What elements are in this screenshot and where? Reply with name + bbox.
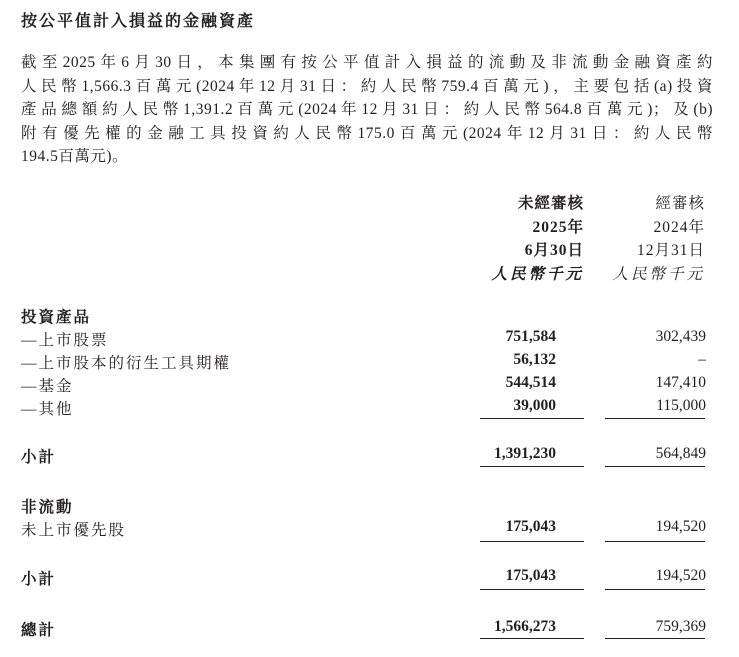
audit-status: 未經審核 — [517, 195, 584, 212]
subtotal-rule — [480, 541, 584, 542]
value-current: 175,043 — [505, 518, 556, 535]
row-label: —其他 — [21, 401, 74, 418]
description-paragraph — [21, 51, 713, 169]
column-unit: 人民幣千元 — [612, 265, 705, 283]
value-prior: 564,849 — [655, 445, 706, 462]
subtotal-rule — [480, 466, 584, 467]
table-row — [21, 518, 711, 541]
value-current: 39,000 — [513, 397, 556, 414]
subtotal-rule — [605, 589, 705, 590]
row-label: 小計 — [21, 571, 57, 588]
table-row — [21, 374, 711, 397]
row-label: —上市股票 — [21, 332, 109, 349]
section-title: 非流動 — [21, 499, 74, 516]
row-label: —基金 — [21, 378, 74, 395]
value-current: 1,566,273 — [494, 618, 556, 635]
total-rule — [480, 638, 584, 639]
column-date: 12月31日 — [636, 242, 705, 259]
section-heading: 按公平值計入損益的金融資產 — [21, 13, 256, 30]
paragraph-line: 194.5百萬元)。 — [21, 148, 129, 165]
value-prior: – — [698, 351, 706, 368]
table-row — [21, 328, 711, 351]
paragraph-line: 人民幣1,566.3百萬元(2024年12月31日：約人民幣759.4百萬元)，主要包括(a)投資 — [21, 77, 713, 95]
section-title-row — [21, 305, 711, 328]
subtotal-rule — [605, 541, 705, 542]
audit-status: 經審核 — [655, 195, 705, 212]
row-label: 未上市優先股 — [21, 522, 127, 539]
subtotal-rule — [480, 418, 584, 419]
table-row — [21, 397, 711, 420]
value-current: 751,584 — [505, 328, 556, 345]
total-rule — [605, 638, 705, 639]
column-header-current — [491, 192, 584, 286]
column-date: 6月30日 — [524, 242, 584, 259]
value-prior: 147,410 — [655, 374, 706, 391]
column-year: 2024年 — [653, 218, 705, 236]
subtotal-row — [21, 445, 711, 468]
subtotal-row — [21, 567, 711, 590]
row-label: 小計 — [21, 449, 57, 466]
row-label: —上市股本的衍生工具期權 — [21, 355, 232, 372]
paragraph-line: 截至2025年6月30日，本集團有按公平值計入損益的流動及非流動金融資產約 — [21, 54, 713, 71]
value-prior: 115,000 — [656, 397, 706, 414]
section-title-row — [21, 495, 711, 518]
value-current: 544,514 — [505, 374, 556, 391]
row-label: 總計 — [21, 622, 57, 639]
value-prior: 302,439 — [655, 328, 706, 345]
subtotal-rule — [480, 589, 584, 590]
paragraph-line: 產品總額約人民幣1,391.2百萬元(2024年12月31日：約人民幣564.8百萬元)；及(b) — [21, 101, 713, 118]
table-row — [21, 351, 711, 374]
value-current: 56,132 — [513, 351, 556, 368]
value-prior: 759,369 — [655, 618, 706, 635]
section-title: 投資產品 — [21, 309, 92, 326]
subtotal-rule — [605, 418, 705, 419]
paragraph-line: 附有優先權的金融工具投資約人民幣175.0百萬元(2024年12月31日：約人民幣 — [21, 124, 713, 142]
value-current: 175,043 — [505, 567, 556, 584]
value-prior: 194,520 — [655, 567, 706, 584]
column-year: 2025年 — [532, 218, 584, 236]
subtotal-rule — [605, 466, 705, 467]
value-prior: 194,520 — [655, 518, 706, 535]
column-unit: 人民幣千元 — [491, 265, 584, 283]
value-current: 1,391,230 — [494, 445, 556, 462]
column-header-prior — [612, 192, 705, 286]
